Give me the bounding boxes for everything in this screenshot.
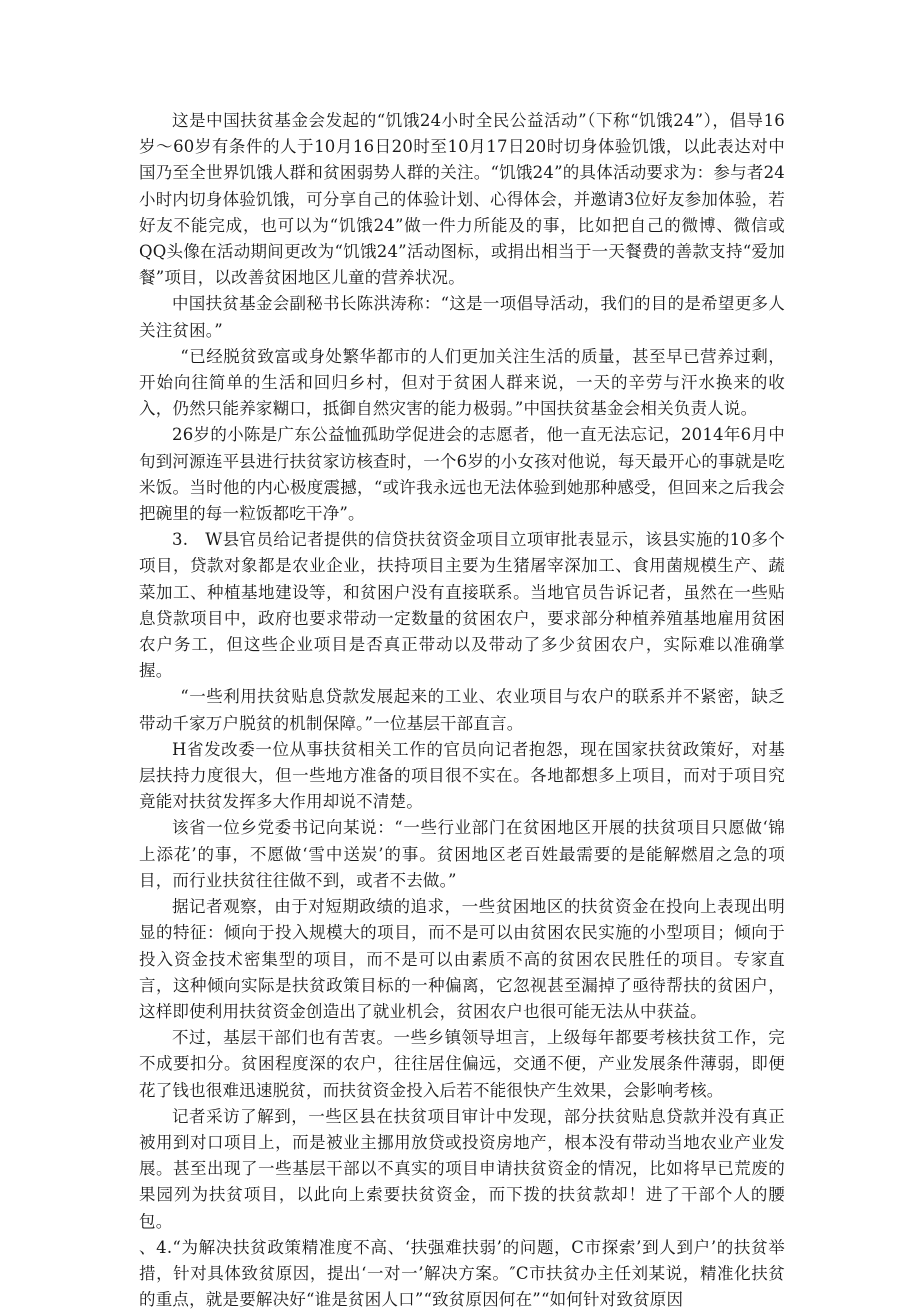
paragraph-section-4-c-city: 、4.“为解决扶贫政策精准度不高、‘扶强难扶弱’的问题，C市探索’到人到户’的扶贫举措，针对具体致贫原因，提出‘一对一’解决方案。″C市扶贫办主任刘某说，精准化扶贫的重点，就是要解决好“谁是贫困人口”“致贫原因何在”“如何针对致贫原因 [139,1237,785,1310]
paragraph-audit-findings: 记者采访了解到，一些区县在扶贫项目审计中发现，部分扶贫贴息贷款并没有真正被用到对口项目上，而是被业主挪用放贷或投资房地产，根本没有带动当地农业产业发展。甚至出现了一些基层干部以不真实的项目申请扶贫资金的情况，比如将早已荒废的果园列为扶贫项目，以此向上索要扶贫资金，而下拨的扶贫款却！进了干部个人的腰包。 [139,1106,785,1231]
paragraph-volunteer-xiao-chen: 26岁的小陈是广东公益恤孤助学促进会的志愿者，他一直无法忘记，2014年6月中旬到河源连平县进行扶贫家访核查时，一个6岁的小女孩对他说，每天最开心的事就是吃米饭。当时他的内心极度震撼，“或许我永远也无法体验到她那种感受，但回来之后我会把碗里的每一粒饭都吃干净”。 [139,425,785,524]
paragraph-section-3-w-county: 3. W县官员给记者提供的信贷扶贫资金项目立项审批表显示，该县实施的10多个项目，贷款对象都是农业企业，扶持项目主要为生猪屠宰深加工、食用菌规模生产、蔬菜加工、种植基地建设等，和贫困户没有直接联系。当地官员告诉记者，虽然在一些贴息贷款项目中，政府也要求带动一定数量的贫困农户，要求部分种植养殖基地雇用贫困农户务工，但这些企业项目是否真正带动以及带动了多少贫困农户，实际难以准确掌握。 [139,530,785,681]
document-page [139,108,785,1313]
paragraph-grassroots-cadre-quote: “一些利用扶贫贴息贷款发展起来的工业、农业项目与农户的联系并不紧密，缺乏带动千家万户脱贫的机制保障。”一位基层干部直言。 [139,687,785,733]
paragraph-reporter-observation: 据记者观察，由于对短期政绩的追求，一些贫困地区的扶贫资金在投向上表现出明显的特征：倾向于投入规模大的项目，而不是可以由贫困农民实施的小型项目；倾向于投入资金技术密集型的项目，而不是可以由素质不高的贫困农民胜任的项目。专家直言，这种倾向实际是扶贫政策目标的一种偏离，它忽视甚至漏掉了亟待帮扶的贫困户，这样即使利用扶贫资金创造出了就业机会，贫困农户也很可能无法从中获益。 [139,897,785,1021]
paragraph-township-secretary-quote: 该省一位乡党委书记向某说：“一些行业部门在贫困地区开展的扶贫项目只愿做‘锦上添花’的事，不愿做‘雪中送炭’的事。贫困地区老百姓最需要的是能解燃眉之急的项目，而行业扶贫往往做不到，或者不去做。” [139,818,785,890]
paragraph-chen-hongtao-quote: 中国扶贫基金会副秘书长陈洪涛称：“这是一项倡导活动，我们的目的是希望更多人关注贫困。” [139,294,785,340]
paragraph-hunger24-intro: 这是中国扶贫基金会发起的“饥饿24小时全民公益活动”（下称“饥饿24”），倡导16岁～60岁有条件的人于10月16日20时至10月17日20时切身体验饥饿，以此表达对中国乃至全世界饥饿人群和贫困弱势人群的关注。“饥饿24”的具体活动要求为：参与者24小时内切身体验饥饿，可分享自己的体验计划、心得体会，并邀请3位好友参加体验，若好友不能完成，也可以为“饥饿24”做一件力所能及的事，比如把自己的微博、微信或QQ头像在活动期间更改为“饥饿24”活动图标，或捐出相当于一天餐费的善款支持“爱加餐”项目，以改善贫困地区儿童的营养状况。 [139,111,785,288]
paragraph-cadre-difficulties: 不过，基层干部们也有苦衷。一些乡镇领导坦言，上级每年都要考核扶贫工作，完不成要扣分。贫困程度深的农户，往往居住偏远，交通不便，产业发展条件薄弱，即便花了钱也很难迅速脱贫，而扶贫资金投入后若不能很快产生效果，会影响考核。 [139,1028,785,1100]
paragraph-foundation-official-quote: “已经脱贫致富或身处繁华都市的人们更加关注生活的质量，甚至早已营养过剩，开始向往简单的生活和回归乡村，但对于贫困人群来说，一天的辛劳与汗水换来的收入，仍然只能养家糊口，抵御自然灾害的能力极弱。”中国扶贫基金会相关负责人说。 [139,346,785,419]
paragraph-h-province-official: H省发改委一位从事扶贫相关工作的官员向记者抱怨，现在国家扶贫政策好，对基层扶持力度很大，但一些地方准备的项目很不实在。各地都想多上项目，而对于项目究竟能对扶贫发挥多大作用却说不清楚。 [139,739,785,812]
